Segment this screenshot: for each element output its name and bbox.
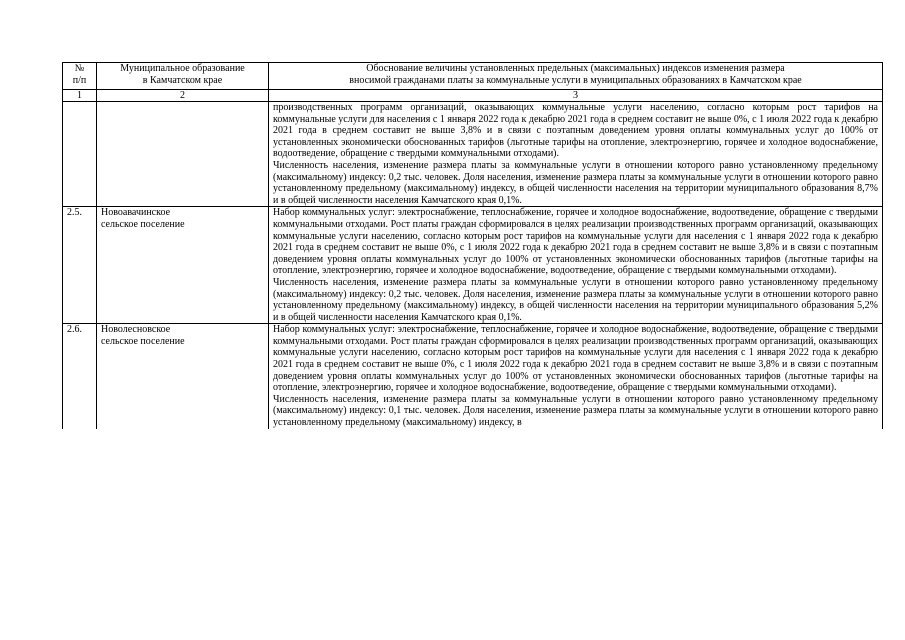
row-index: 2.5. [63, 207, 97, 324]
row-municipality [97, 102, 269, 207]
header-municipality: Муниципальное образование в Камчатском крае [97, 63, 269, 90]
table-row [63, 102, 883, 207]
justification-paragraph: производственных программ организаций, оказывающих коммунальные услуги населению, согласно которым рост тарифов на коммунальные услуги для населения с 1 января 2022 года к декабрю 2021 года в среднем составит не выше 0%, с 1 июля 2022 года к декабрю 2021 года в среднем составит не выше 3,8% и в связи с поэтапным доведением уровня оплаты коммунальных услуг до 100% от установленных экономически обоснованных тарифов (льготные тарифы на отопление, электроэнергию, горячее и холодное водоснабжение, водоотведение, обращение с твердыми коммунальными отходами). [273, 102, 878, 160]
row-index [63, 102, 97, 207]
row-index: 2.6. [63, 324, 97, 429]
header-justification: Обоснование величины установленных предельных (максимальных) индексов изменения размера вносимой гражданами платы за коммунальные услуги в муниципальных образованиях в Камчатском крае [269, 63, 883, 90]
header-number: № п/п [63, 63, 97, 90]
justification-paragraph: Набор коммунальных услуг: электроснабжение, теплоснабжение, горячее и холодное водоснабжение, водоотведение, обращение с твердыми коммунальными отходами. Рост платы граждан сформировался в целях реализации производственных программ организаций, оказывающих коммунальные услуги населению, согласно которым рост тарифов на коммунальные услуги для населения с 1 января 2022 года к декабрю 2021 года в среднем составит не выше 0%, с 1 июля 2022 года к декабрю 2021 года в среднем составит не выше 3,8% и в связи с поэтапным доведением уровня оплаты коммунальных услуг до 100% от установленных экономически обоснованных тарифов (льготные тарифы на отопление, электроэнергию, горячее и холодное водоснабжение, водоотведение, обращение с твердыми коммунальными отходами). [273, 207, 878, 277]
row-justification [269, 324, 883, 429]
justification-paragraph: Набор коммунальных услуг: электроснабжение, теплоснабжение, горячее и холодное водоснабжение, водоотведение, обращение с твердыми коммунальными отходами. Рост платы граждан сформировался в целях реализации производственных программ организаций, оказывающих коммунальные услуги населению, согласно которым рост тарифов на коммунальные услуги для населения с 1 января 2022 года к декабрю 2021 года в среднем составит не выше 0%, с 1 июля 2022 года к декабрю 2021 года в среднем составит не выше 3,8% и в связи с поэтапным доведением уровня оплаты коммунальных услуг до 100% от установленных экономически обоснованных тарифов (льготные тарифы на отопление, электроэнергию, горячее и холодное водоснабжение, водоотведение, обращение с твердыми коммунальными отходами). [273, 324, 878, 394]
column-number-3: 3 [269, 90, 883, 102]
column-number-1: 1 [63, 90, 97, 102]
table-row [63, 207, 883, 324]
document-page [62, 62, 882, 429]
table-row [63, 324, 883, 429]
row-justification [269, 102, 883, 207]
table-header-row [63, 63, 883, 90]
row-municipality: Новоавачинское сельское поселение [97, 207, 269, 324]
column-numbers-row [63, 90, 883, 102]
row-municipality: Новолесновское сельское поселение [97, 324, 269, 429]
justification-paragraph: Численность населения, изменение размера платы за коммунальные услуги в отношении которого равно установленному предельному (максимальному) индексу: 0,2 тыс. человек. Доля населения, изменение размера платы за коммунальные услуги в отношении которого равно установленному предельному (максимальному) индексу, в общей численности населения на территории муниципального образования 5,2% и в общей численности населения Камчатского края 0,1%. [273, 276, 878, 323]
justification-paragraph: Численность населения, изменение размера платы за коммунальные услуги в отношении которого равно установленному предельному (максимальному) индексу: 0,2 тыс. человек. Доля населения, изменение размера платы за коммунальные услуги в отношении которого равно установленному предельному (максимальному) индексу, в общей численности населения на территории муниципального образования 8,7% и в общей численности населения Камчатского края 0,1%. [273, 159, 878, 206]
column-number-2: 2 [97, 90, 269, 102]
justification-paragraph: Численность населения, изменение размера платы за коммунальные услуги в отношении которого равно установленному предельному (максимальному) индексу: 0,1 тыс. человек. Доля населения, изменение размера платы за коммунальные услуги в отношении которого равно установленному предельному (максимальному) индексу, в [273, 393, 878, 429]
tariff-index-table [62, 62, 883, 429]
row-justification [269, 207, 883, 324]
